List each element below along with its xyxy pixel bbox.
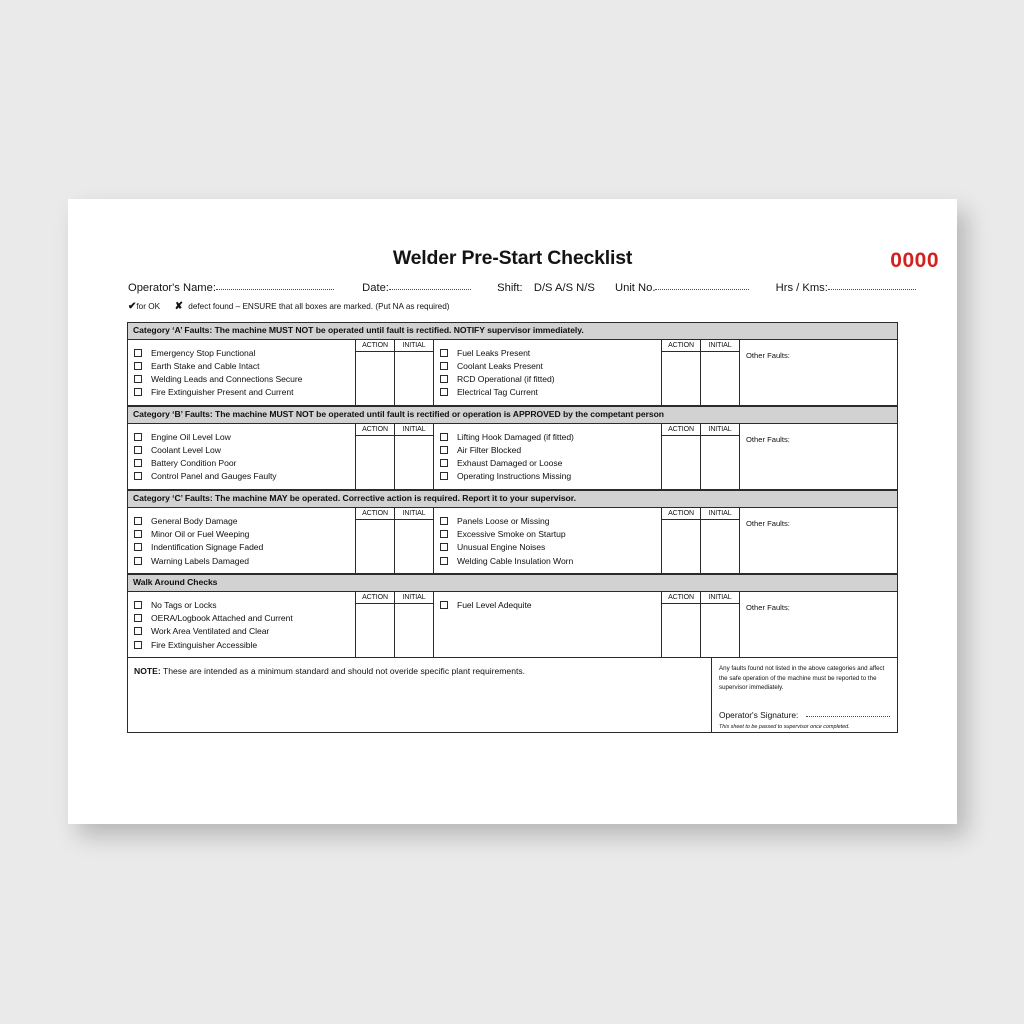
initial-column-header: INITIAL [395,508,433,520]
checklist-item[interactable] [440,346,661,359]
checklist-item-label: Welding Leads and Connections Secure [151,374,303,385]
left-checklist-column [128,508,356,573]
checklist-item-label: Work Area Ventilated and Clear [151,626,270,637]
checkbox[interactable] [134,375,142,383]
checkbox[interactable] [134,349,142,357]
signature-input[interactable] [806,716,890,717]
other-faults-column[interactable] [740,592,897,657]
shift-label: Shift: [497,282,523,294]
checklist-item-label: Lifting Hook Damaged (if fitted) [457,431,574,442]
checklist-item-label: Fuel Level Adequite [457,599,532,610]
action-column-header: ACTION [356,592,394,604]
section-body-category-a [128,340,897,406]
initial-column-header: INITIAL [395,424,433,436]
checklist-item-label: Fire Extinguisher Accessible [151,639,258,650]
initial-column-left[interactable] [395,508,434,573]
checklist-item[interactable] [134,359,355,372]
header-fields-row [128,282,943,296]
checklist-item-label: Welding Cable Insulation Worn [457,555,574,566]
checklist-item[interactable] [134,611,355,624]
action-column-left[interactable] [356,424,395,489]
checklist-item-label: RCD Operational (if fitted) [457,374,555,385]
initial-column-header: INITIAL [701,592,739,604]
section-heading-walk-around-checks: Walk Around Checks [128,574,897,592]
initial-column-right[interactable] [701,508,740,573]
checklist-item[interactable] [440,554,661,567]
section-body-category-b [128,424,897,490]
checkbox[interactable] [440,557,448,565]
other-faults-column[interactable] [740,340,897,405]
action-column-left[interactable] [356,508,395,573]
checklist-item-label: Warning Labels Damaged [151,555,249,566]
checkbox[interactable] [134,459,142,467]
checklist-item[interactable] [134,541,355,554]
action-column-header: ACTION [356,424,394,436]
action-column-header: ACTION [356,508,394,520]
checklist-item-label: Battery Condition Poor [151,458,237,469]
section-body-walk-around-checks [128,592,897,658]
serial-number: 0000 [890,249,939,272]
initial-column-header: INITIAL [701,340,739,352]
checkbox[interactable] [440,530,448,538]
checklist-item[interactable] [440,386,661,399]
checkbox[interactable] [134,362,142,370]
checklist-table [127,322,898,733]
left-checklist-column [128,424,356,489]
section-heading-category-c: Category ‘C’ Faults: The machine MAY be operated. Corrective action is required. Report it to your supervisor. [128,490,897,508]
checklist-item-label: Panels Loose or Missing [457,515,550,526]
action-column-right[interactable] [662,424,701,489]
checkbox[interactable] [134,641,142,649]
legend-cross-text: defect found – ENSURE that all boxes are marked. (Put NA as required) [188,302,450,311]
other-faults-label: Other Faults: [746,350,790,360]
checklist-item[interactable] [440,514,661,527]
action-column-header: ACTION [662,424,700,436]
checkbox[interactable] [440,472,448,480]
other-faults-label: Other Faults: [746,603,790,613]
checkbox[interactable] [134,627,142,635]
other-faults-column[interactable] [740,424,897,489]
checkbox[interactable] [440,433,448,441]
right-checklist-column [434,508,662,573]
checklist-item-label: Exhaust Damaged or Loose [457,458,563,469]
checkbox[interactable] [134,446,142,454]
checklist-item-label: Fuel Leaks Present [457,347,531,358]
unit-no-label: Unit No. [615,282,656,294]
checklist-item[interactable] [134,470,355,483]
date-label: Date: [362,282,389,294]
checklist-item[interactable] [134,625,355,638]
other-faults-label: Other Faults: [746,434,790,444]
checklist-item[interactable] [134,386,355,399]
other-faults-label: Other Faults: [746,519,790,528]
action-column-header: ACTION [662,508,700,520]
passed-note: This sheet to be passed to supervisor once completed. [719,724,850,731]
action-column-header: ACTION [662,340,700,352]
checklist-item-label: Engine Oil Level Low [151,431,231,442]
checklist-item-label: Electrical Tag Current [457,387,538,398]
action-column-header: ACTION [356,340,394,352]
initial-column-left[interactable] [395,592,434,657]
initial-column-left[interactable] [395,340,434,405]
checklist-item[interactable] [440,443,661,456]
checkbox[interactable] [440,601,448,609]
checkbox[interactable] [440,517,448,525]
initial-column-header: INITIAL [701,508,739,520]
initial-column-header: INITIAL [395,340,433,352]
signature-label: Operator's Signature: [719,710,799,721]
initial-column-right[interactable] [701,424,740,489]
note-text: These are intended as a minimum standard and should not overide specific plant requirements. [160,666,526,677]
checklist-item[interactable] [440,527,661,540]
left-checklist-column [128,340,356,405]
checklist-item[interactable] [134,554,355,567]
checkbox[interactable] [134,517,142,525]
footer-note-row [128,658,897,732]
checklist-item[interactable] [134,598,355,611]
tick-icon: ✔ [128,301,137,312]
hrs-kms-input[interactable] [828,289,916,290]
action-column-right[interactable] [662,592,701,657]
checklist-item[interactable] [134,457,355,470]
section-heading-category-b: Category ‘B’ Faults: The machine MUST NOT be operated until fault is rectified or operation is APPROVED by the competant person [128,406,897,424]
checklist-item[interactable] [134,372,355,385]
hrs-kms-label: Hrs / Kms: [775,282,828,294]
action-column-left[interactable] [356,592,395,657]
note-label: NOTE: [134,666,161,677]
checklist-item[interactable] [440,470,661,483]
other-faults-column[interactable] [740,508,897,573]
shift-options[interactable]: D/S A/S N/S [533,282,595,294]
checklist-item[interactable] [440,541,661,554]
checkbox[interactable] [134,614,142,622]
checkbox[interactable] [134,433,142,441]
right-checklist-column [434,592,662,657]
checklist-item-label: Coolant Leaks Present [457,360,543,371]
checkbox[interactable] [440,362,448,370]
checklist-item[interactable] [134,638,355,651]
section-heading-category-a: Category ‘A’ Faults: The machine MUST NOT be operated until fault is rectified. NOTIFY supervisor immediately. [128,323,897,340]
checklist-item-label: Fire Extinguisher Present and Current [151,387,294,398]
date-input[interactable] [389,289,471,290]
checklist-item[interactable] [134,443,355,456]
checkbox[interactable] [134,601,142,609]
checkbox[interactable] [134,543,142,551]
checklist-item-label: Indentification Signage Faded [151,542,264,553]
checklist-item-label: Coolant Level Low [151,444,221,455]
checkbox[interactable] [134,557,142,565]
legend-tick-text: for OK [136,302,161,311]
checkbox[interactable] [134,388,142,396]
action-column-right[interactable] [662,340,701,405]
checklist-item-label: Emergency Stop Functional [151,347,256,358]
checklist-item-label: General Body Damage [151,515,238,526]
checklist-item[interactable] [440,359,661,372]
signature-block [712,658,897,732]
checklist-item-label: Minor Oil or Fuel Weeping [151,528,250,539]
operator-name-input[interactable] [216,289,334,290]
initial-column-header: INITIAL [395,592,433,604]
checklist-item[interactable] [440,430,661,443]
checkbox[interactable] [440,459,448,467]
checklist-item[interactable] [440,457,661,470]
unit-no-input[interactable] [655,289,749,290]
action-column-header: ACTION [662,592,700,604]
right-checklist-column [434,340,662,405]
initial-column-left[interactable] [395,424,434,489]
checkbox[interactable] [134,530,142,538]
right-checklist-column [434,424,662,489]
legend-row [128,301,450,312]
disclaimer-text: Any faults found not listed in the above categories and affect the safe operation of the machine must be reported to the supervisor immediately. [719,665,885,692]
checklist-item[interactable] [134,514,355,527]
note-block [128,658,712,732]
action-column-right[interactable] [662,508,701,573]
action-column-left[interactable] [356,340,395,405]
checkbox[interactable] [134,472,142,480]
left-checklist-column [128,592,356,657]
checklist-item[interactable] [440,598,661,611]
initial-column-header: INITIAL [701,424,739,436]
checklist-item-label: Control Panel and Gauges Faulty [151,471,277,482]
page-title: Welder Pre-Start Checklist [392,247,633,269]
checklist-item[interactable] [440,372,661,385]
cross-icon: ✘ [174,301,184,312]
initial-column-right[interactable] [701,340,740,405]
section-body-category-c [128,508,897,574]
checkbox[interactable] [440,349,448,357]
checklist-item-label: Excessive Smoke on Startup [457,528,566,539]
checklist-item-label: Air Filter Blocked [457,444,522,455]
checklist-item-label: OERA/Logbook Attached and Current [151,613,293,623]
checklist-item-label: Unusual Engine Noises [457,542,546,553]
checklist-paper-sheet [68,199,957,824]
checkbox[interactable] [440,375,448,383]
checklist-item-label: No Tags or Locks [151,599,217,610]
checklist-item-label: Operating Instructions Missing [457,471,572,482]
checklist-item[interactable] [134,430,355,443]
checklist-item[interactable] [134,346,355,359]
checkbox[interactable] [440,446,448,454]
checkbox[interactable] [440,543,448,551]
checklist-item[interactable] [134,527,355,540]
signature-line [719,710,885,720]
checklist-item-label: Earth Stake and Cable Intact [151,360,260,371]
operator-name-label: Operator's Name: [128,282,216,294]
checkbox[interactable] [440,388,448,396]
initial-column-right[interactable] [701,592,740,657]
